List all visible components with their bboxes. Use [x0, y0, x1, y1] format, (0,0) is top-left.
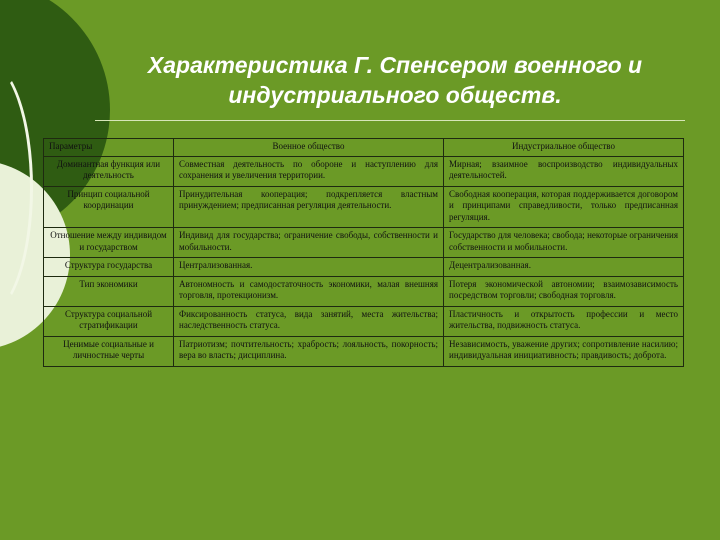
row-parameter: Отношение между индивидом и государством — [44, 228, 174, 258]
row-military-value: Принудительная кооперация; подкрепляется властным принуждением; предписанная регуляция деятельности. — [174, 186, 444, 228]
row-industrial-value: Децентрализованная. — [444, 258, 684, 277]
row-military-value: Патриотизм; почтительность; храбрость; лояльность, покорность; вера во власть; дисциплина. — [174, 336, 444, 366]
title-divider — [95, 120, 685, 121]
row-industrial-value: Независимость, уважение других; сопротивление насилию; индивидуальная инициативность; правдивость; доброта. — [444, 336, 684, 366]
row-parameter: Структура государства — [44, 258, 174, 277]
row-industrial-value: Потеря экономической автономии; взаимозависимость посредством торговли; свободная торговля. — [444, 276, 684, 306]
table-row — [44, 336, 684, 366]
row-industrial-value: Государство для человека; свобода; некоторые ограничения собственности и мобильности. — [444, 228, 684, 258]
row-military-value: Автономность и самодостаточность экономики, малая внешняя торговля, протекционизм. — [174, 276, 444, 306]
row-military-value: Фиксированность статуса, вида занятий, места жительства; наследственность статуса. — [174, 306, 444, 336]
table-header-row — [44, 139, 684, 157]
row-military-value: Централизованная. — [174, 258, 444, 277]
header-military-society: Военное общество — [174, 139, 444, 157]
header-parameters: Параметры — [44, 139, 174, 157]
table-row — [44, 306, 684, 336]
row-industrial-value: Мирная; взаимное воспроизводство индивидуальных деятельностей. — [444, 156, 684, 186]
comparison-table — [43, 138, 684, 367]
row-parameter: Ценимые социальные и личностные черты — [44, 336, 174, 366]
table-row — [44, 258, 684, 277]
table-row — [44, 276, 684, 306]
row-military-value: Индивид для государства; ограничение свободы, собственности и мобильности. — [174, 228, 444, 258]
slide-title: Характеристика Г. Спенсером военного и индустриального обществ. — [147, 52, 643, 108]
row-parameter: Доминантная функция или деятельность — [44, 156, 174, 186]
row-industrial-value: Свободная кооперация, которая поддерживается договором и принципами справедливости, только предписанная регуляция. — [444, 186, 684, 228]
table-row — [44, 186, 684, 228]
header-industrial-society: Индустриальное общество — [444, 139, 684, 157]
row-industrial-value: Пластичность и открытость профессии и место жительства, подвижность статуса. — [444, 306, 684, 336]
row-parameter: Тип экономики — [44, 276, 174, 306]
row-parameter: Структура социальной стратификации — [44, 306, 174, 336]
row-parameter: Принцип социальной координации — [44, 186, 174, 228]
table-row — [44, 156, 684, 186]
row-military-value: Совместная деятельность по обороне и наступлению для сохранения и увеличения территории. — [174, 156, 444, 186]
table-row — [44, 228, 684, 258]
